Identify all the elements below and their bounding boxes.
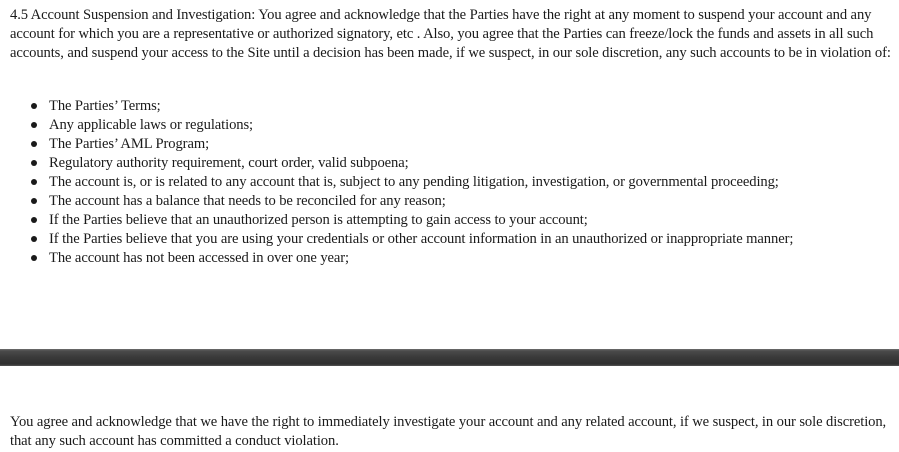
list-item-text: If the Parties believe that an unauthorized person is attempting to gain access to your account;	[49, 212, 588, 228]
list-item-text: The Parties’ Terms;	[49, 98, 161, 114]
bullet-icon	[31, 217, 37, 223]
bullet-icon	[31, 179, 37, 185]
bullet-icon	[31, 255, 37, 261]
list-item	[0, 116, 899, 135]
bullet-icon	[31, 160, 37, 166]
list-item-text: The account is, or is related to any account that is, subject to any pending litigation, investigation, or governmental proceeding;	[49, 174, 779, 190]
bullet-icon	[31, 236, 37, 242]
list-item-text: Regulatory authority requirement, court order, valid subpoena;	[49, 155, 409, 171]
list-item-text: The account has a balance that needs to be reconciled for any reason;	[49, 193, 446, 209]
list-item-text: The account has not been accessed in over one year;	[49, 250, 350, 266]
list-item-text: Any applicable laws or regulations;	[49, 117, 253, 133]
list-item	[0, 230, 899, 249]
document-page-bottom	[0, 366, 899, 452]
bullet-icon	[31, 141, 37, 147]
list-item	[0, 173, 899, 192]
violation-bullet-list	[0, 97, 899, 268]
bullet-icon	[31, 122, 37, 128]
list-item	[0, 154, 899, 173]
list-item	[0, 192, 899, 211]
section-4-5-paragraph: 4.5 Account Suspension and Investigation: You agree and acknowledge that the Parties have the right at any moment to suspend your account and any account for which you are a representative or authorized signatory, etc . Also, you agree that the Parties can freeze/lock the funds and assets in all such accounts, and suspend your access to the Site until a decision has been made, if we suspect, in our sole discretion, any such accounts to be in violation of:	[10, 7, 891, 61]
page-break-divider	[0, 349, 899, 366]
bullet-icon	[31, 103, 37, 109]
list-item-text: If the Parties believe that you are using your credentials or other account information in an unauthorized or inappropriate manner;	[49, 231, 794, 247]
list-item	[0, 135, 899, 154]
investigation-paragraph: You agree and acknowledge that we have the right to immediately investigate your account and any related account, if we suspect, in our sole discretion, that any such account has committed a conduct violation.	[10, 414, 887, 449]
list-item-text: The Parties’ AML Program;	[49, 136, 210, 152]
bullet-icon	[31, 198, 37, 204]
list-item	[0, 249, 899, 268]
list-item	[0, 97, 899, 116]
list-item	[0, 211, 899, 230]
